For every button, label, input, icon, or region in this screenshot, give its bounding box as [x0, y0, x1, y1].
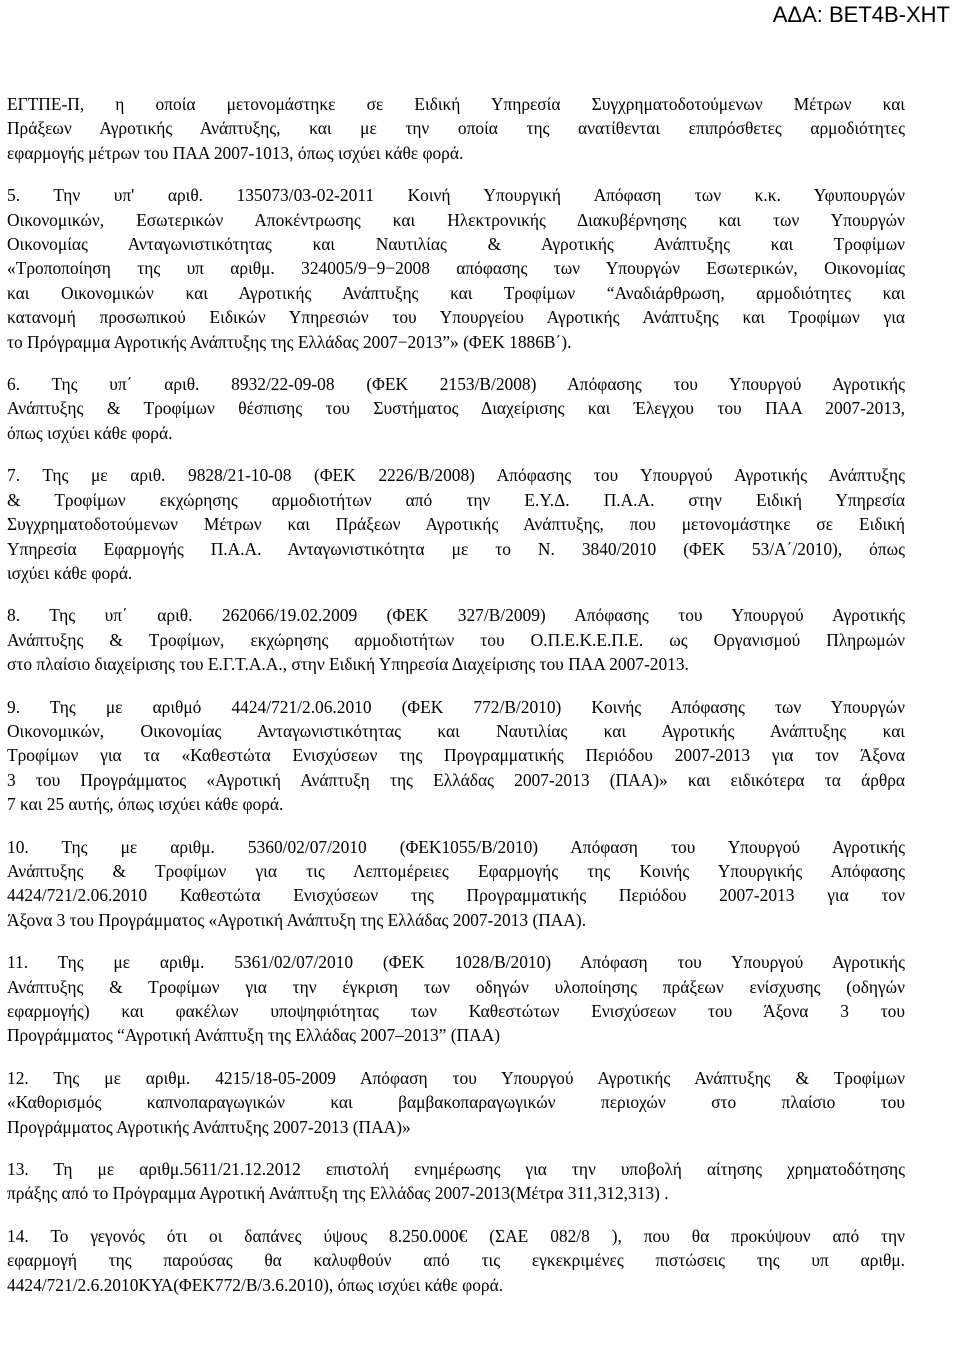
text-line: 7 και 25 αυτής, όπως ισχύει κάθε φορά.: [7, 794, 284, 815]
text-line: 9. Της με αριθμό 4424/721/2.06.2010 (ΦΕΚ 772/Β/2010) Κοινής Απόφασης των Υπουργών: [7, 696, 905, 717]
text-line: Προγράμματος “Αγροτική Ανάπτυξη της Ελλάδας 2007–2013” (ΠΑΑ): [7, 1025, 500, 1046]
paragraph-12: [7, 1066, 905, 1139]
text-line: και Οικονομικών και Αγροτικής Ανάπτυξης και Τροφίμων “Αναδιάρθρωση, αρμοδιότητες και: [7, 282, 905, 303]
text-line: 13. Τη με αριθμ.5611/21.12.2012 επιστολή ενημέρωσης για την υποβολή αίτησης χρηματοδότησης: [7, 1159, 905, 1180]
text-line: 4424/721/2.6.2010ΚΥΑ(ΦΕΚ772/Β/3.6.2010), όπως ισχύει κάθε φορά.: [7, 1274, 504, 1295]
text-line: πράξης από το Πρόγραμμα Αγροτική Ανάπτυξη της Ελλάδας 2007-2013(Μέτρα 311,312,313) .: [7, 1183, 669, 1204]
text-line: το Πρόγραμμα Αγροτικής Ανάπτυξης της Ελλάδας 2007−2013”» (ΦΕΚ 1886Β΄).: [7, 331, 572, 352]
text-line: ΕΓΤΠΕ-Π, η οποία μετονομάστηκε σε Ειδική Υπηρεσία Συγχρηματοδοτούμενων Μέτρων και: [7, 94, 905, 114]
text-line: όπως ισχύει κάθε φορά.: [7, 422, 173, 443]
text-line: εφαρμογής) και φακέλων υποψηφιότητας των Καθεστώτων Ενισχύσεων του Άξονα 3 του: [7, 1001, 905, 1021]
text-line: εφαρμογής μέτρων του ΠΑΑ 2007-1013, όπως ισχύει κάθε φορά.: [7, 142, 464, 163]
text-line: «Τροποποίηση της υπ αριθμ. 324005/9−9−2008 απόφασης των Υπουργών Εσωτερικών, Οικονομίας: [7, 258, 905, 279]
paragraph-7: [7, 463, 905, 585]
document-body: [7, 92, 905, 1297]
paragraph-intro: [7, 92, 905, 165]
text-line: Ανάπτυξης & Τροφίμων, εκχώρησης αρμοδιοτήτων του Ο.Π.Ε.Κ.Ε.Π.Ε. ως Οργανισμού Πληρωμών: [7, 629, 905, 650]
paragraph-8: [7, 603, 905, 676]
text-line: Προγράμματος Αγροτικής Ανάπτυξης 2007-2013 (ΠΑΑ)»: [7, 1116, 411, 1137]
text-line: «Καθορισμός καπνοπαραγωγικών και βαμβακοπαραγωγικών περιοχών στο πλαίσιο του: [7, 1092, 905, 1113]
text-line: Οικονομικών, Εσωτερικών Αποκέντρωσης και Ηλεκτρονικής Διακυβέρνησης και των Υπουργών: [7, 209, 905, 230]
paragraph-11: [7, 950, 905, 1048]
text-line: 6. Της υπ΄ αριθ. 8932/22-09-08 (ΦΕΚ 2153/Β/2008) Απόφασης του Υπουργού Αγροτικής: [7, 374, 905, 395]
text-line: εφαρμογή της παρούσας θα καλυφθούν από τις εγκεκριμένες πιστώσεις της υπ αριθμ.: [7, 1250, 905, 1271]
text-line: 12. Της με αριθμ. 4215/18-05-2009 Απόφαση του Υπουργού Αγροτικής Ανάπτυξης & Τροφίμων: [7, 1067, 905, 1088]
text-line: Ανάπτυξης & Τροφίμων θέσπισης του Συστήματος Διαχείρισης και Έλεγχου του ΠΑΑ 2007-2013,: [7, 398, 905, 419]
text-line: 4424/721/2.06.2010 Καθεστώτα Ενισχύσεων της Προγραμματικής Περιόδου 2007-2013 για τον: [7, 885, 905, 906]
text-line: κατανομή προσωπικού Ειδικών Υπηρεσιών του Υπουργείου Αγροτικής Ανάπτυξης και Τροφίμων για: [7, 307, 905, 328]
text-line: Οικονομικών, Οικονομίας Ανταγωνιστικότητας και Ναυτιλίας και Αγροτικής Ανάπτυξης και: [7, 720, 905, 741]
text-line: 14. Το γεγονός ότι οι δαπάνες ύψους 8.250.000€ (ΣΑΕ 082/8 ), που θα προκύψουν από την: [7, 1225, 905, 1246]
text-line: 7. Της με αριθ. 9828/21-10-08 (ΦΕΚ 2226/Β/2008) Απόφασης του Υπουργού Αγροτικής Ανάπτυξης: [7, 465, 905, 486]
text-line: στο πλαίσιο διαχείρισης του Ε.Γ.Τ.Α.Α., στην Ειδική Υπηρεσία Διαχείρισης του ΠΑΑ 2007-2013.: [7, 654, 689, 675]
text-line: 3 του Προγράμματος «Αγροτική Ανάπτυξη της Ελλάδας 2007-2013 (ΠΑΑ)» και ειδικότερα τα άρθρα: [7, 769, 905, 790]
paragraph-10: [7, 835, 905, 933]
paragraph-6: [7, 372, 905, 445]
document-ada-code: ΑΔΑ: ΒΕΤ4Β-ΧΗΤ: [772, 2, 950, 27]
text-line: Ανάπτυξης & Τροφίμων για την έγκριση των οδηγών υλοποίησης πράξεων ενίσχυσης (οδηγών: [7, 976, 905, 997]
text-line: Άξονα 3 του Προγράμματος «Αγροτική Ανάπτυξη της Ελλάδας 2007-2013 (ΠΑΑ).: [7, 909, 587, 930]
text-line: Ανάπτυξης & Τροφίμων για τις Λεπτομέρειες Εφαρμογής της Κοινής Υπουργικής Απόφασης: [7, 860, 905, 881]
text-line: Συγχρηματοδοτούμενων Μέτρων και Πράξεων Αγροτικής Ανάπτυξης, που μετονομάστηκε σε Ειδική: [7, 514, 905, 535]
text-line: Πράξεων Αγροτικής Ανάπτυξης, και με την οποία της ανατίθενται επιπρόσθετες αρμοδιότητες: [7, 118, 905, 139]
text-line: Τροφίμων για τα «Καθεστώτα Ενισχύσεων της Προγραμματικής Περιόδου 2007-2013 για τον Άξονα: [7, 745, 905, 766]
paragraph-14: [7, 1224, 905, 1297]
text-line: 8. Της υπ΄ αριθ. 262066/19.02.2009 (ΦΕΚ 327/Β/2009) Απόφασης του Υπουργού Αγροτικής: [7, 605, 905, 626]
text-line: 5. Την υπ' αριθ. 135073/03-02-2011 Κοινή Υπουργική Απόφαση των κ.κ. Υφυπουργών: [7, 185, 905, 206]
paragraph-9: [7, 695, 905, 817]
text-line: & Τροφίμων εκχώρησης αρμοδιοτήτων από την Ε.Υ.Δ. Π.Α.Α. στην Ειδική Υπηρεσία: [7, 489, 905, 510]
text-line: Υπηρεσία Εφαρμογής Π.Α.Α. Ανταγωνιστικότητα με το Ν. 3840/2010 (ΦΕΚ 53/Α΄/2010), όπως: [7, 538, 905, 559]
text-line: 11. Της με αριθμ. 5361/02/07/2010 (ΦΕΚ 1028/Β/2010) Απόφαση του Υπουργού Αγροτικής: [7, 952, 905, 973]
text-line: 10. Της με αριθμ. 5360/02/07/2010 (ΦΕΚ1055/Β/2010) Απόφαση του Υπουργού Αγροτικής: [7, 836, 905, 857]
paragraph-5: [7, 183, 905, 354]
text-line: ισχύει κάθε φορά.: [7, 562, 133, 583]
paragraph-13: [7, 1157, 905, 1206]
text-line: Οικονομίας Ανταγωνιστικότητας και Ναυτιλίας & Αγροτικής Ανάπτυξης και Τροφίμων: [7, 234, 905, 255]
